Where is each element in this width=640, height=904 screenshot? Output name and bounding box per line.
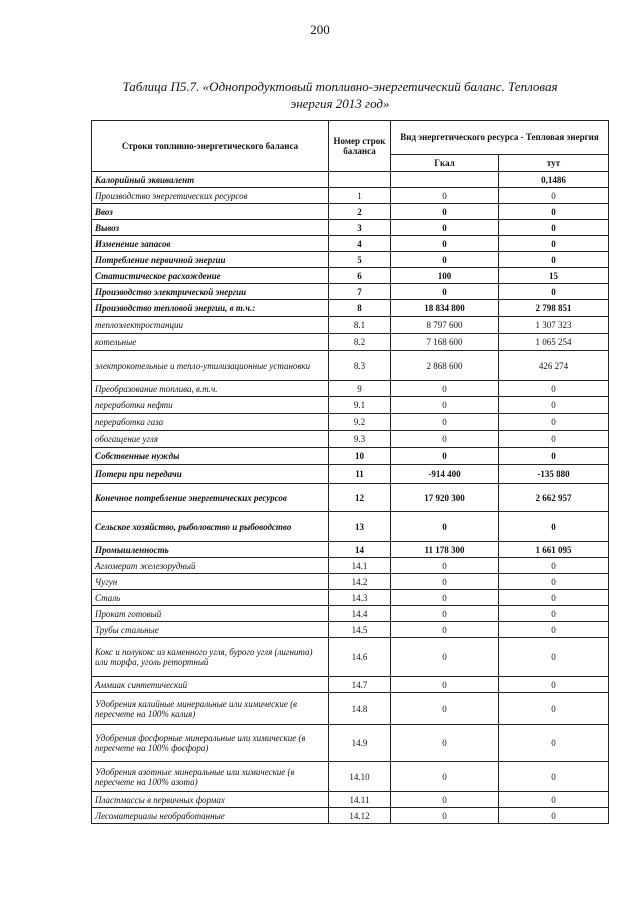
caption-line-2: энергия 2013 год» xyxy=(290,96,390,111)
row-number: 4 xyxy=(329,236,391,252)
row-label: Сельское хозяйство, рыболовство и рыбоводство xyxy=(92,512,329,542)
value-gcal: 0 xyxy=(391,792,499,808)
row-number: 14 xyxy=(329,542,391,558)
value-tut: 426 274 xyxy=(499,351,609,381)
table-row xyxy=(92,808,609,824)
table-row xyxy=(92,622,609,638)
value-gcal: 0 xyxy=(391,590,499,606)
row-label: Удобрения азотные минеральные или химические (в пересчете на 100% азота) xyxy=(92,762,329,792)
value-gcal: 0 xyxy=(391,558,499,574)
row-label: Лесоматериалы необработанные xyxy=(92,808,329,824)
value-tut: 0 xyxy=(499,638,609,677)
row-label: котельные xyxy=(92,334,329,351)
table-row xyxy=(92,431,609,448)
table-row xyxy=(92,638,609,677)
value-gcal: 0 xyxy=(391,188,499,204)
value-gcal: 0 xyxy=(391,512,499,542)
table-row xyxy=(92,574,609,590)
table-row xyxy=(92,397,609,414)
row-number: 3 xyxy=(329,220,391,236)
value-tut: 0 xyxy=(499,381,609,397)
value-gcal: 0 xyxy=(391,414,499,431)
header-resource-type: Вид энергетического ресурса - Тепловая энергия xyxy=(391,121,609,155)
value-gcal: 0 xyxy=(391,622,499,638)
value-tut: 0 xyxy=(499,512,609,542)
value-gcal: 0 xyxy=(391,808,499,824)
row-label: Потребление первичной энергии xyxy=(92,252,329,268)
table-row xyxy=(92,484,609,512)
value-gcal: 0 xyxy=(391,606,499,622)
table-row xyxy=(92,317,609,334)
row-number: 8.3 xyxy=(329,351,391,381)
table-row xyxy=(92,220,609,236)
value-gcal: 0 xyxy=(391,431,499,448)
table-row xyxy=(92,334,609,351)
table-row xyxy=(92,414,609,431)
table-row xyxy=(92,542,609,558)
table-row xyxy=(92,606,609,622)
value-tut: -135 880 xyxy=(499,465,609,484)
row-label: Производство энергетических ресурсов xyxy=(92,188,329,204)
row-label: Чугун xyxy=(92,574,329,590)
row-number: 14.11 xyxy=(329,792,391,808)
value-tut: 2 798 851 xyxy=(499,300,609,317)
value-tut: 0 xyxy=(499,606,609,622)
value-gcal: 0 xyxy=(391,236,499,252)
row-number: 14.10 xyxy=(329,762,391,792)
table-row xyxy=(92,188,609,204)
value-tut: 0,1486 xyxy=(499,172,609,188)
value-tut: 0 xyxy=(499,414,609,431)
row-number: 11 xyxy=(329,465,391,484)
value-tut: 0 xyxy=(499,558,609,574)
row-number: 9.3 xyxy=(329,431,391,448)
row-number: 5 xyxy=(329,252,391,268)
row-number: 14.9 xyxy=(329,725,391,762)
header-unit-gcal: Гкал xyxy=(391,154,499,171)
row-number: 12 xyxy=(329,484,391,512)
value-gcal: 0 xyxy=(391,397,499,414)
value-gcal: 11 178 300 xyxy=(391,542,499,558)
table-row xyxy=(92,693,609,725)
page-number: 200 xyxy=(310,22,330,37)
value-tut: 2 662 957 xyxy=(499,484,609,512)
row-label: Кокс и полукокс из каменного угля, бурого угля (лигнита) или торфа, уголь ретортный xyxy=(92,638,329,677)
row-label: Вывоз xyxy=(92,220,329,236)
table-row xyxy=(92,448,609,465)
row-label: Преобразование топлива, в.т.ч. xyxy=(92,381,329,397)
row-number: 14.6 xyxy=(329,638,391,677)
value-gcal: 0 xyxy=(391,252,499,268)
value-tut: 0 xyxy=(499,252,609,268)
row-number: 8 xyxy=(329,300,391,317)
header-unit-tut: тут xyxy=(499,154,609,171)
row-label: Статистическое расхождение xyxy=(92,268,329,284)
row-number: 6 xyxy=(329,268,391,284)
table-row xyxy=(92,300,609,317)
value-tut: 0 xyxy=(499,236,609,252)
table-row xyxy=(92,677,609,693)
table-row xyxy=(92,268,609,284)
row-label: Агломерат железорудный xyxy=(92,558,329,574)
table-row xyxy=(92,351,609,381)
table-row xyxy=(92,284,609,300)
value-tut: 1 661 095 xyxy=(499,542,609,558)
table-row xyxy=(92,381,609,397)
table-row xyxy=(92,792,609,808)
row-number: 14.8 xyxy=(329,693,391,725)
value-tut: 0 xyxy=(499,677,609,693)
row-label: переработка нефти xyxy=(92,397,329,414)
row-number: 2 xyxy=(329,204,391,220)
value-tut: 1 065 254 xyxy=(499,334,609,351)
table-row xyxy=(92,512,609,542)
row-number: 8.1 xyxy=(329,317,391,334)
table-row xyxy=(92,725,609,762)
header-line-number: Номер строк баланса xyxy=(329,121,391,172)
value-gcal: 0 xyxy=(391,638,499,677)
table-row xyxy=(92,558,609,574)
value-gcal: 7 168 600 xyxy=(391,334,499,351)
value-tut: 0 xyxy=(499,204,609,220)
row-number: 7 xyxy=(329,284,391,300)
fuel-energy-balance-table xyxy=(91,120,609,824)
row-number: 14.4 xyxy=(329,606,391,622)
value-tut: 0 xyxy=(499,693,609,725)
row-label: Удобрения калийные минеральные или химические (в пересчете на 100% калия) xyxy=(92,693,329,725)
value-gcal: 2 868 600 xyxy=(391,351,499,381)
row-number: 14.1 xyxy=(329,558,391,574)
value-gcal: 0 xyxy=(391,725,499,762)
value-gcal: 0 xyxy=(391,381,499,397)
value-gcal: 18 834 800 xyxy=(391,300,499,317)
value-gcal: 0 xyxy=(391,220,499,236)
table-row xyxy=(92,236,609,252)
row-number: 14.7 xyxy=(329,677,391,693)
row-label: Производство электрической энергии xyxy=(92,284,329,300)
row-number: 10 xyxy=(329,448,391,465)
value-tut: 0 xyxy=(499,431,609,448)
table-body xyxy=(92,172,609,824)
row-label: Ввоз xyxy=(92,204,329,220)
row-label: Калорийный эквивалент xyxy=(92,172,329,188)
row-label: Конечное потребление энергетических ресурсов xyxy=(92,484,329,512)
row-label: Потери при передачи xyxy=(92,465,329,484)
row-number: 14.2 xyxy=(329,574,391,590)
value-tut: 0 xyxy=(499,220,609,236)
row-label: Промышленность xyxy=(92,542,329,558)
row-number: 8.2 xyxy=(329,334,391,351)
row-label: Пластмассы в первичных формах xyxy=(92,792,329,808)
row-number: 1 xyxy=(329,188,391,204)
caption-line-1: Таблица П5.7. «Однопродуктовый топливно-энергетический баланс. Тепловая xyxy=(122,79,558,94)
value-gcal: 0 xyxy=(391,448,499,465)
table-row xyxy=(92,590,609,606)
row-label: Собственные нужды xyxy=(92,448,329,465)
value-gcal: 0 xyxy=(391,204,499,220)
value-tut: 15 xyxy=(499,268,609,284)
value-gcal: 0 xyxy=(391,677,499,693)
row-label: теплоэлектростанции xyxy=(92,317,329,334)
row-number: 9 xyxy=(329,381,391,397)
value-gcal xyxy=(391,172,499,188)
value-gcal: 8 797 600 xyxy=(391,317,499,334)
value-tut: 0 xyxy=(499,397,609,414)
row-number: 14.12 xyxy=(329,808,391,824)
row-label: Сталь xyxy=(92,590,329,606)
table-row xyxy=(92,252,609,268)
table-row xyxy=(92,172,609,188)
row-label: переработка газа xyxy=(92,414,329,431)
row-number: 9.2 xyxy=(329,414,391,431)
row-number: 9.1 xyxy=(329,397,391,414)
value-gcal: 0 xyxy=(391,693,499,725)
value-tut: 1 307 323 xyxy=(499,317,609,334)
value-tut: 0 xyxy=(499,808,609,824)
value-tut: 0 xyxy=(499,448,609,465)
table-caption xyxy=(100,78,580,112)
row-label: обогащение угля xyxy=(92,431,329,448)
row-label: Трубы стальные xyxy=(92,622,329,638)
table-row xyxy=(92,465,609,484)
row-label: Производство тепловой энергии, в т.ч.: xyxy=(92,300,329,317)
value-gcal: 17 920 300 xyxy=(391,484,499,512)
value-tut: 0 xyxy=(499,590,609,606)
value-tut: 0 xyxy=(499,792,609,808)
value-tut: 0 xyxy=(499,284,609,300)
value-gcal: 0 xyxy=(391,574,499,590)
row-number: 14.3 xyxy=(329,590,391,606)
row-label: Прокат готовый xyxy=(92,606,329,622)
row-number xyxy=(329,172,391,188)
row-label: Удобрения фосфорные минеральные или химические (в пересчете на 100% фосфора) xyxy=(92,725,329,762)
value-tut: 0 xyxy=(499,574,609,590)
value-tut: 0 xyxy=(499,762,609,792)
header-rows-label: Строки топливно-энергетического баланса xyxy=(92,121,329,172)
table-row xyxy=(92,204,609,220)
row-number: 14.5 xyxy=(329,622,391,638)
row-label: электрокотельные и тепло-утилизационные установки xyxy=(92,351,329,381)
value-gcal: 100 xyxy=(391,268,499,284)
value-tut: 0 xyxy=(499,188,609,204)
table-row xyxy=(92,762,609,792)
value-tut: 0 xyxy=(499,622,609,638)
value-gcal: -914 400 xyxy=(391,465,499,484)
value-gcal: 0 xyxy=(391,284,499,300)
value-gcal: 0 xyxy=(391,762,499,792)
value-tut: 0 xyxy=(499,725,609,762)
row-number: 13 xyxy=(329,512,391,542)
row-label: Изменение запасов xyxy=(92,236,329,252)
row-label: Аммиак синтетический xyxy=(92,677,329,693)
